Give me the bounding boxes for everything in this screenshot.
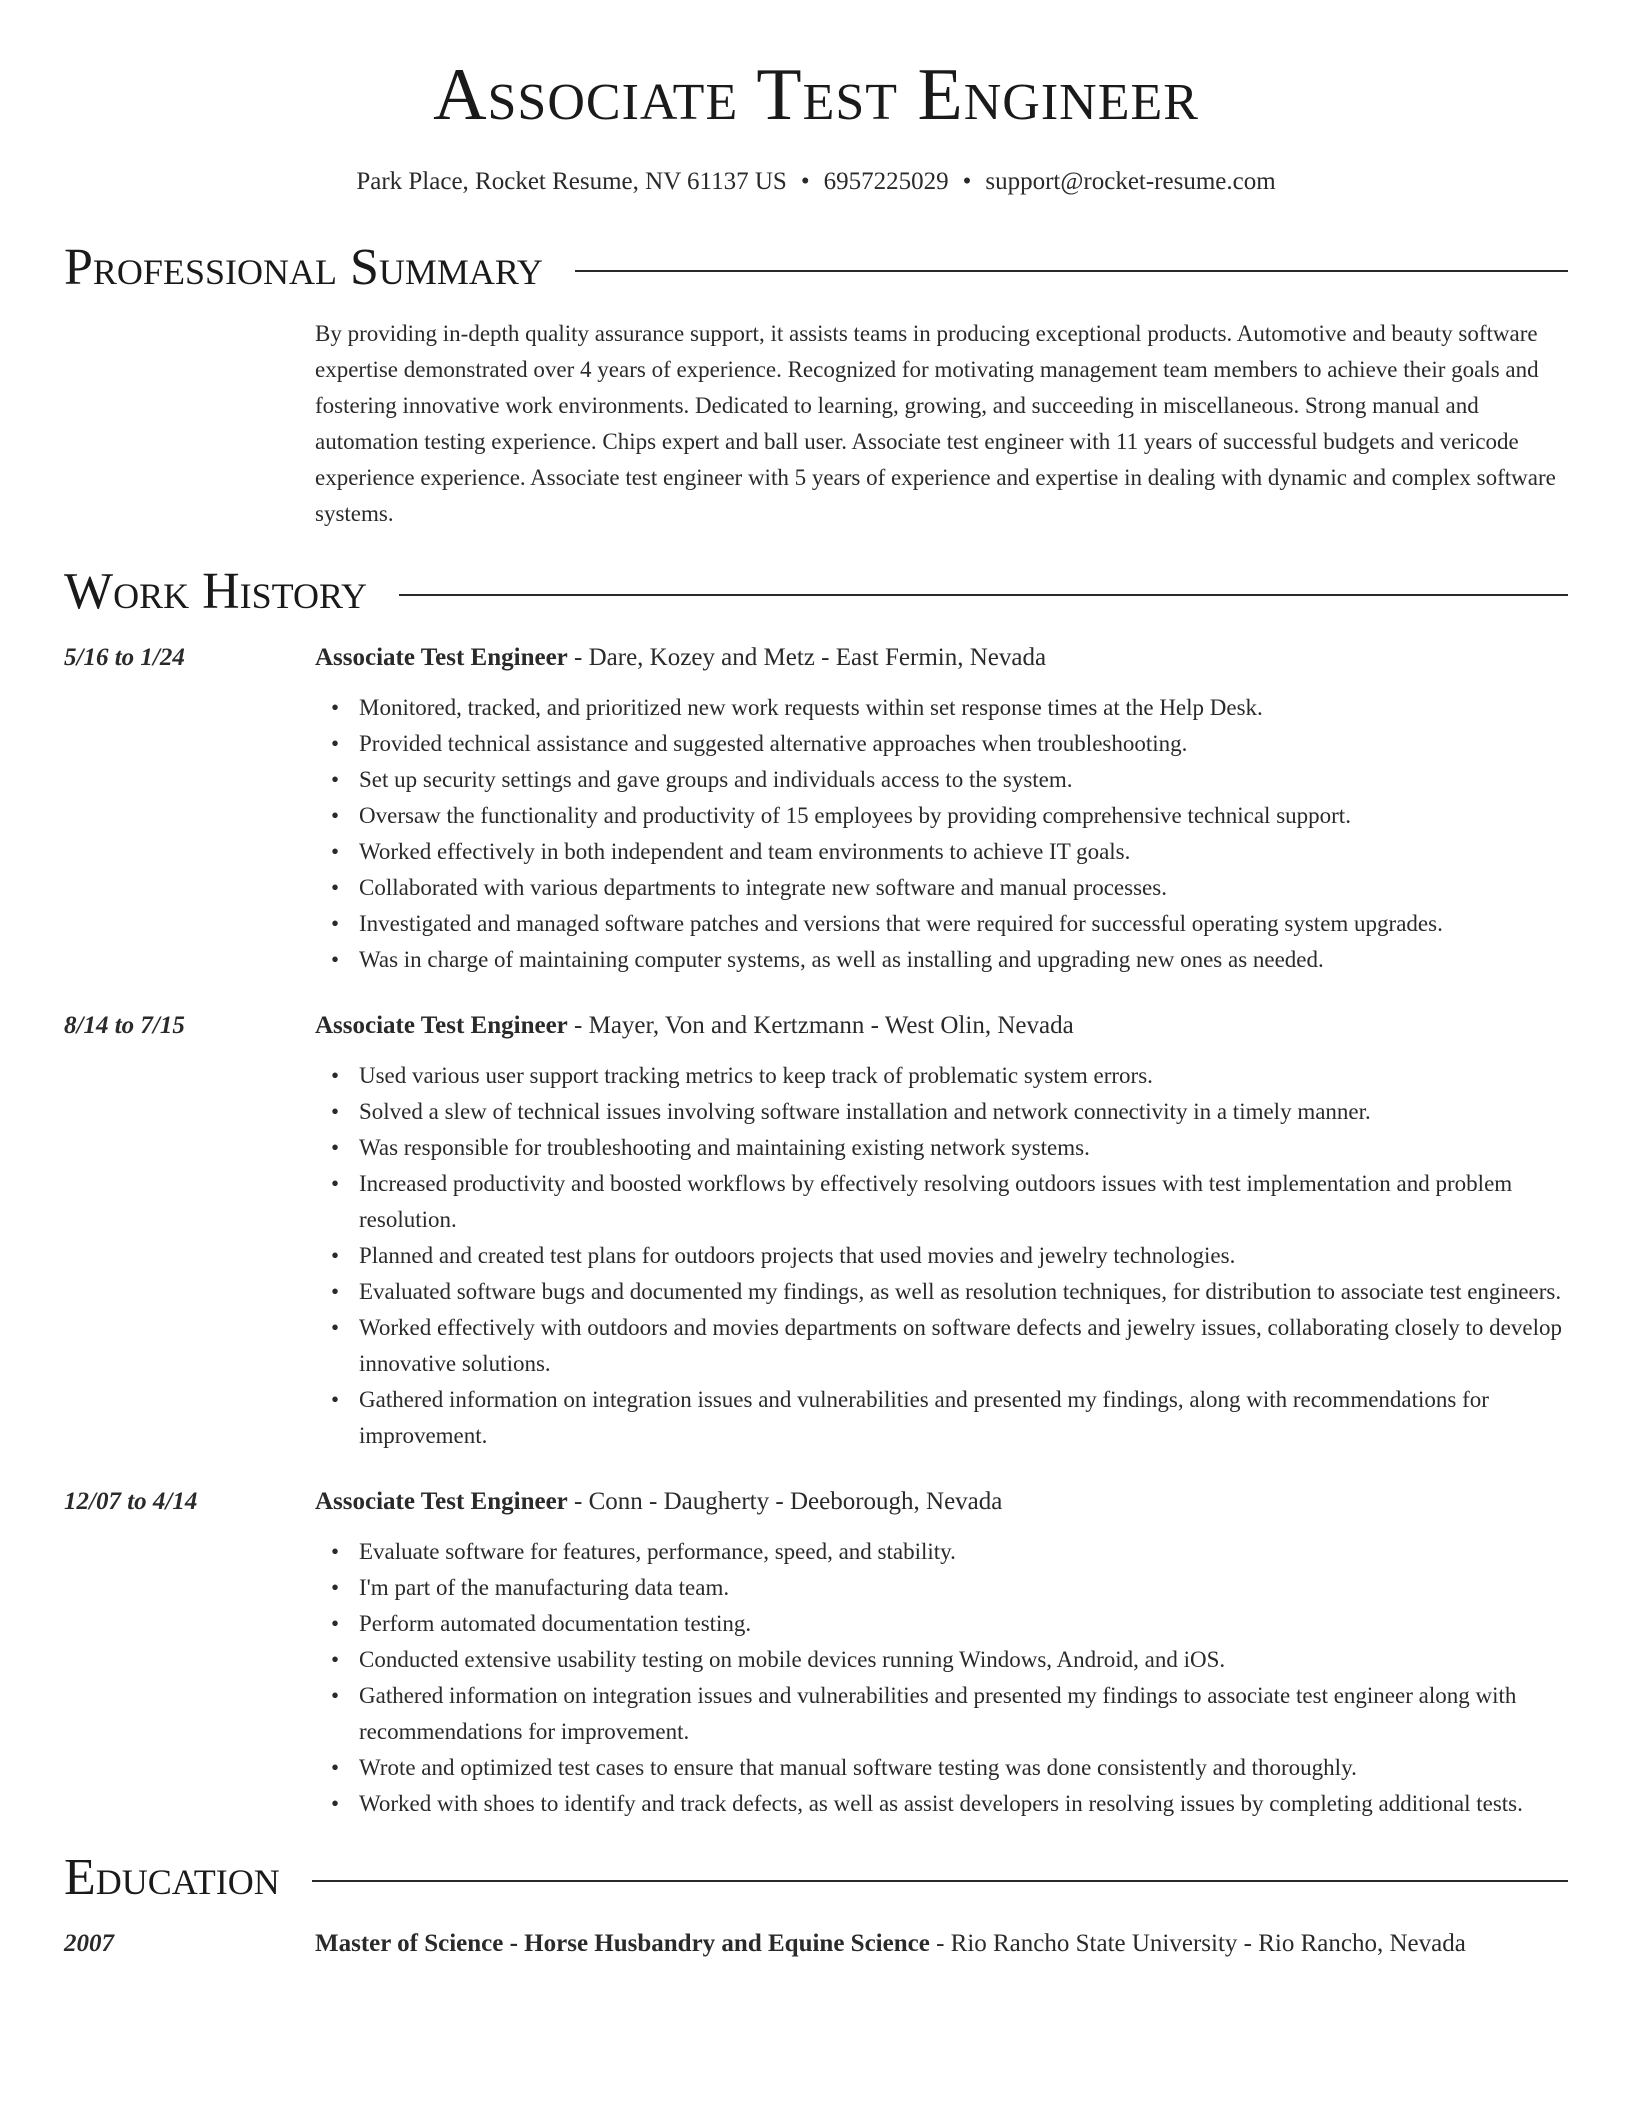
bullet-dot: • (331, 731, 340, 756)
bullet-text: Increased productivity and boosted workflows by effectively resolving outdoors issues with test implementation and problem resolution. (359, 1171, 1513, 1232)
bullet-dot: • (331, 911, 340, 936)
summary-text: By providing in-depth quality assurance support, it assists teams in producing exceptional products. Automotive and beauty software expertise demonstrated over 4 years of experience. Recognized for motivating management team members to achieve their goals and fostering innovative work environments. Dedicated to learning, growing, and succeeding in miscellaneous. Strong manual and automation testing experience. Chips expert and ball user. Associate test engineer with 11 years of successful budgets and vericode experience experience. Associate test engineer with 5 years of experience and expertise in dealing with dynamic and complex software systems. (315, 321, 1556, 526)
bullet-text: Collaborated with various departments to integrate new software and manual processes. (359, 875, 1167, 900)
bullet-text: I'm part of the manufacturing data team. (359, 1575, 730, 1600)
contact-line (64, 168, 1568, 196)
job-bullet (331, 1382, 1568, 1454)
education-heading: Education (64, 1849, 280, 1906)
bullet-dot: • (331, 767, 340, 792)
job-body (315, 640, 1568, 978)
bullet-text: Gathered information on integration issues and vulnerabilities and presented my findings, along with recommendations for improvement. (359, 1387, 1489, 1448)
job-bullets (315, 690, 1568, 978)
job-employer: - Conn - Daugherty - Deeborough, Nevada (567, 1488, 1003, 1515)
bullet-dot: • (331, 1539, 340, 1564)
bullet-dot: • (331, 695, 340, 720)
bullet-dot: • (331, 875, 340, 900)
education-entry (64, 1926, 1568, 1962)
bullet-text: Worked with shoes to identify and track defects, as well as assist developers in resolving issues by completing additional tests. (359, 1791, 1523, 1816)
job-bullet (331, 726, 1568, 762)
job-bullet (331, 1238, 1568, 1274)
bullet-dot: • (331, 1279, 340, 1304)
bullet-text: Solved a slew of technical issues involving software installation and network connectivity in a timely manner. (359, 1099, 1371, 1124)
job-bullet (331, 1570, 1568, 1606)
bullet-dot: • (331, 1171, 340, 1196)
contact-email: support@rocket-resume.com (985, 168, 1276, 195)
work-history-list (64, 640, 1568, 1822)
job-title-line (315, 1008, 1568, 1044)
job-bullet (331, 1310, 1568, 1382)
bullet-dot: • (331, 1387, 340, 1412)
bullet-dot: • (331, 839, 340, 864)
bullet-dot: • (331, 947, 340, 972)
bullet-dot: • (331, 1135, 340, 1160)
bullet-text: Oversaw the functionality and productivity of 15 employees by providing comprehensive technical support. (359, 803, 1351, 828)
work-heading: Work History (64, 563, 368, 620)
job-body (315, 1484, 1568, 1822)
job-dates: 8/14 to 7/15 (64, 1012, 185, 1039)
summary-heading: Professional Summary (64, 239, 543, 296)
bullet-dot: • (331, 1243, 340, 1268)
bullet-text: Worked effectively in both independent and team environments to achieve IT goals. (359, 839, 1131, 864)
job-bullet (331, 762, 1568, 798)
job-bullet (331, 1534, 1568, 1570)
education-school: - Rio Rancho State University - Rio Rancho, Nevada (929, 1930, 1466, 1957)
job-bullet (331, 1058, 1568, 1094)
bullet-text: Evaluated software bugs and documented my findings, as well as resolution techniques, for distribution to associate test engineers. (359, 1279, 1562, 1304)
section-divider (312, 1880, 1568, 1882)
job-entry (64, 640, 1568, 978)
job-title: Associate Test Engineer (315, 644, 568, 671)
job-bullet (331, 1678, 1568, 1750)
job-bullet (331, 1642, 1568, 1678)
summary-section-header (64, 239, 1568, 296)
job-employer: - Mayer, Von and Kertzmann - West Olin, Nevada (567, 1012, 1074, 1039)
job-dates: 12/07 to 4/14 (64, 1488, 198, 1515)
job-employer: - Dare, Kozey and Metz - East Fermin, Nevada (567, 644, 1047, 671)
job-bullets (315, 1534, 1568, 1822)
education-section-header (64, 1849, 1568, 1906)
job-bullet (331, 1166, 1568, 1238)
bullet-text: Set up security settings and gave groups and individuals access to the system. (359, 767, 1073, 792)
bullet-dot: • (331, 1791, 340, 1816)
bullet-dot: • (331, 1611, 340, 1636)
bullet-text: Used various user support tracking metrics to keep track of problematic system errors. (359, 1063, 1153, 1088)
bullet-dot: • (331, 1755, 340, 1780)
job-bullet (331, 1130, 1568, 1166)
job-bullet (331, 906, 1568, 942)
education-degree: Master of Science - Horse Husbandry and Equine Science (315, 1930, 930, 1957)
job-bullet (331, 834, 1568, 870)
education-body (315, 1926, 1568, 1962)
bullet-dot: • (331, 1647, 340, 1672)
bullet-dot: • (331, 1683, 340, 1708)
work-section-header (64, 563, 1568, 620)
bullet-text: Monitored, tracked, and prioritized new work requests within set response times at the Help Desk. (359, 695, 1263, 720)
job-entry (64, 1484, 1568, 1822)
section-divider (575, 270, 1568, 272)
job-title-line (315, 640, 1568, 676)
bullet-text: Was responsible for troubleshooting and maintaining existing network systems. (359, 1135, 1090, 1160)
job-bullet (331, 870, 1568, 906)
job-bullets (315, 1058, 1568, 1454)
bullet-dot: • (331, 1063, 340, 1088)
job-body (315, 1008, 1568, 1454)
bullet-text: Evaluate software for features, performance, speed, and stability. (359, 1539, 956, 1564)
bullet-text: Gathered information on integration issues and vulnerabilities and presented my findings to associate test engineer along with recommendations for improvement. (359, 1683, 1517, 1744)
contact-address: Park Place, Rocket Resume, NV 61137 US (356, 168, 787, 195)
bullet-text: Perform automated documentation testing. (359, 1611, 752, 1636)
job-bullet (331, 690, 1568, 726)
job-bullet (331, 1606, 1568, 1642)
job-bullet (331, 942, 1568, 978)
job-bullet (331, 798, 1568, 834)
bullet-dot: • (331, 1099, 340, 1124)
bullet-text: Worked effectively with outdoors and movies departments on software defects and jewelry issues, collaborating closely to develop innovative solutions. (359, 1315, 1562, 1376)
contact-separator: • (800, 168, 810, 195)
bullet-dot: • (331, 1315, 340, 1340)
education-year: 2007 (64, 1930, 114, 1957)
job-title: Associate Test Engineer (315, 1488, 568, 1515)
contact-separator: • (962, 168, 972, 195)
bullet-text: Investigated and managed software patches and versions that were required for successful operating system upgrades. (359, 911, 1443, 936)
bullet-text: Conducted extensive usability testing on mobile devices running Windows, Android, and iOS. (359, 1647, 1226, 1672)
bullet-text: Planned and created test plans for outdoors projects that used movies and jewelry technologies. (359, 1243, 1236, 1268)
bullet-dot: • (331, 1575, 340, 1600)
contact-phone: 6957225029 (823, 168, 949, 195)
resume-name: Associate Test Engineer (433, 54, 1199, 136)
bullet-text: Provided technical assistance and suggested alternative approaches when troubleshooting. (359, 731, 1188, 756)
job-title: Associate Test Engineer (315, 1012, 568, 1039)
job-bullet (331, 1274, 1568, 1310)
job-bullet (331, 1750, 1568, 1786)
job-entry (64, 1008, 1568, 1454)
bullet-dot: • (331, 803, 340, 828)
section-divider (399, 594, 1568, 596)
job-bullet (331, 1094, 1568, 1130)
bullet-text: Wrote and optimized test cases to ensure that manual software testing was done consistently and thoroughly. (359, 1755, 1357, 1780)
job-bullet (331, 1786, 1568, 1822)
job-title-line (315, 1484, 1568, 1520)
job-dates: 5/16 to 1/24 (64, 644, 185, 671)
bullet-text: Was in charge of maintaining computer systems, as well as installing and upgrading new ones as needed. (359, 947, 1324, 972)
